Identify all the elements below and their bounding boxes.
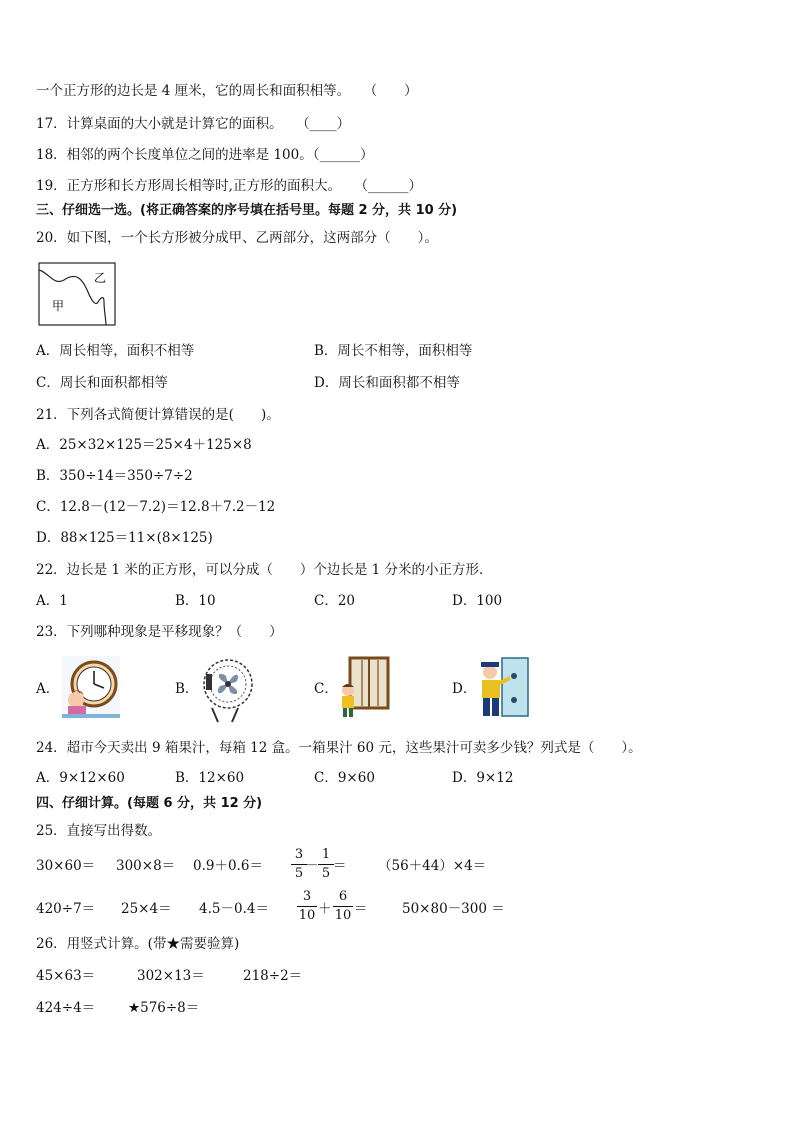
door-man-picture <box>474 656 532 718</box>
question-19: 19．正方形和长方形周长相等时,正方形的面积大。 （______） <box>36 178 422 194</box>
question-16: 一个正方形的边长是 4 厘米，它的周长和面积相等。 （ ） <box>36 83 418 99</box>
fraction: 3 10 <box>298 889 316 923</box>
fraction-equals: ＝ <box>333 858 347 874</box>
q22-option-c[interactable]: C．20 <box>314 593 356 609</box>
calc-item: 424÷4＝ <box>36 1000 96 1016</box>
window-boy-picture <box>336 656 392 718</box>
q20-option-d[interactable]: D．周长和面积都不相等 <box>314 375 460 391</box>
clock-girl-picture <box>62 656 120 718</box>
q24-option-c[interactable]: C．9×60 <box>314 770 375 786</box>
q24-option-b[interactable]: B．12×60 <box>175 770 245 786</box>
calc-item: （56＋44）×4＝ <box>378 858 487 874</box>
calc-item: 420÷7＝ <box>36 901 96 917</box>
question-21: 21．下列各式简便计算错误的是( )。 <box>36 407 280 423</box>
fraction: 3 5 <box>291 847 307 882</box>
section-4-heading: 四、仔细计算。(每题 6 分，共 12 分) <box>36 796 263 811</box>
question-20: 20．如下图，一个长方形被分成甲、乙两部分，这两部分（ ）。 <box>36 230 438 246</box>
q20-option-b[interactable]: B．周长不相等，面积相等 <box>314 343 473 359</box>
q21-option-b[interactable]: B．350÷14＝350÷7÷2 <box>36 468 193 484</box>
fraction-operator: － <box>305 858 319 874</box>
q24-option-d[interactable]: D．9×12 <box>452 770 514 786</box>
q24-option-a[interactable]: A．9×12×60 <box>36 770 125 786</box>
q21-option-c[interactable]: C．12.8－(12－7.2)＝12.8＋7.2－12 <box>36 499 276 515</box>
question-22: 22．边长是 1 米的正方形，可以分成（ ）个边长是 1 分米的小正方形． <box>36 562 493 578</box>
question-17: 17．计算桌面的大小就是计算它的面积。 （____） <box>36 116 351 132</box>
label-yi: 乙 <box>94 271 107 285</box>
q21-option-d[interactable]: D．88×125＝11×(8×125) <box>36 530 213 546</box>
fan-picture <box>198 652 254 724</box>
q20-option-c[interactable]: C．周长和面积都相等 <box>36 375 168 391</box>
q21-option-a[interactable]: A．25×32×125＝25×4＋125×8 <box>36 437 252 453</box>
calc-item: 30×60＝ <box>36 858 96 874</box>
question-23: 23．下列哪种现象是平移现象？（ ） <box>36 624 283 640</box>
q22-option-d[interactable]: D．100 <box>452 593 503 609</box>
calc-item: 0.9＋0.6＝ <box>193 858 263 874</box>
label-jia: 甲 <box>52 299 65 313</box>
q23-option-d[interactable]: D． <box>452 681 477 697</box>
calc-item: 25×4＝ <box>121 901 172 917</box>
question-25: 25．直接写出得数。 <box>36 823 162 839</box>
q23-option-a[interactable]: A． <box>36 681 60 697</box>
question-26: 26．用竖式计算。(带★需要验算) <box>36 936 240 952</box>
q22-option-a[interactable]: A．1 <box>36 593 68 609</box>
calc-item: 4.5－0.4＝ <box>199 901 269 917</box>
calc-item: 218÷2＝ <box>243 968 303 984</box>
question-24: 24．超市今天卖出 9 箱果汁，每箱 12 盒。一箱果汁 60 元，这些果汁可卖多少钱？列式是（ ）。 <box>36 740 642 756</box>
section-3-heading: 三、仔细选一选。(将正确答案的序号填在括号里。每题 2 分，共 10 分) <box>36 203 458 218</box>
question-18: 18．相邻的两个长度单位之间的进率是 100。（______） <box>36 147 374 163</box>
fraction: 6 10 <box>334 889 352 923</box>
q23-option-c[interactable]: C． <box>314 681 338 697</box>
fraction-equals: ＝ <box>354 901 368 917</box>
q20-option-a[interactable]: A．周长相等，面积不相等 <box>36 343 195 359</box>
calc-item: 302×13＝ <box>137 968 205 984</box>
calc-item: 300×8＝ <box>116 858 176 874</box>
calc-item: 50×80－300 ＝ <box>402 901 505 917</box>
calc-item: ★576÷8＝ <box>128 1000 200 1016</box>
fraction: 1 5 <box>318 847 334 882</box>
calc-item: 45×63＝ <box>36 968 96 984</box>
q22-option-b[interactable]: B．10 <box>175 593 216 609</box>
q23-option-b[interactable]: B． <box>175 681 199 697</box>
fraction-operator: ＋ <box>318 901 332 917</box>
divided-rectangle-figure <box>38 262 116 326</box>
